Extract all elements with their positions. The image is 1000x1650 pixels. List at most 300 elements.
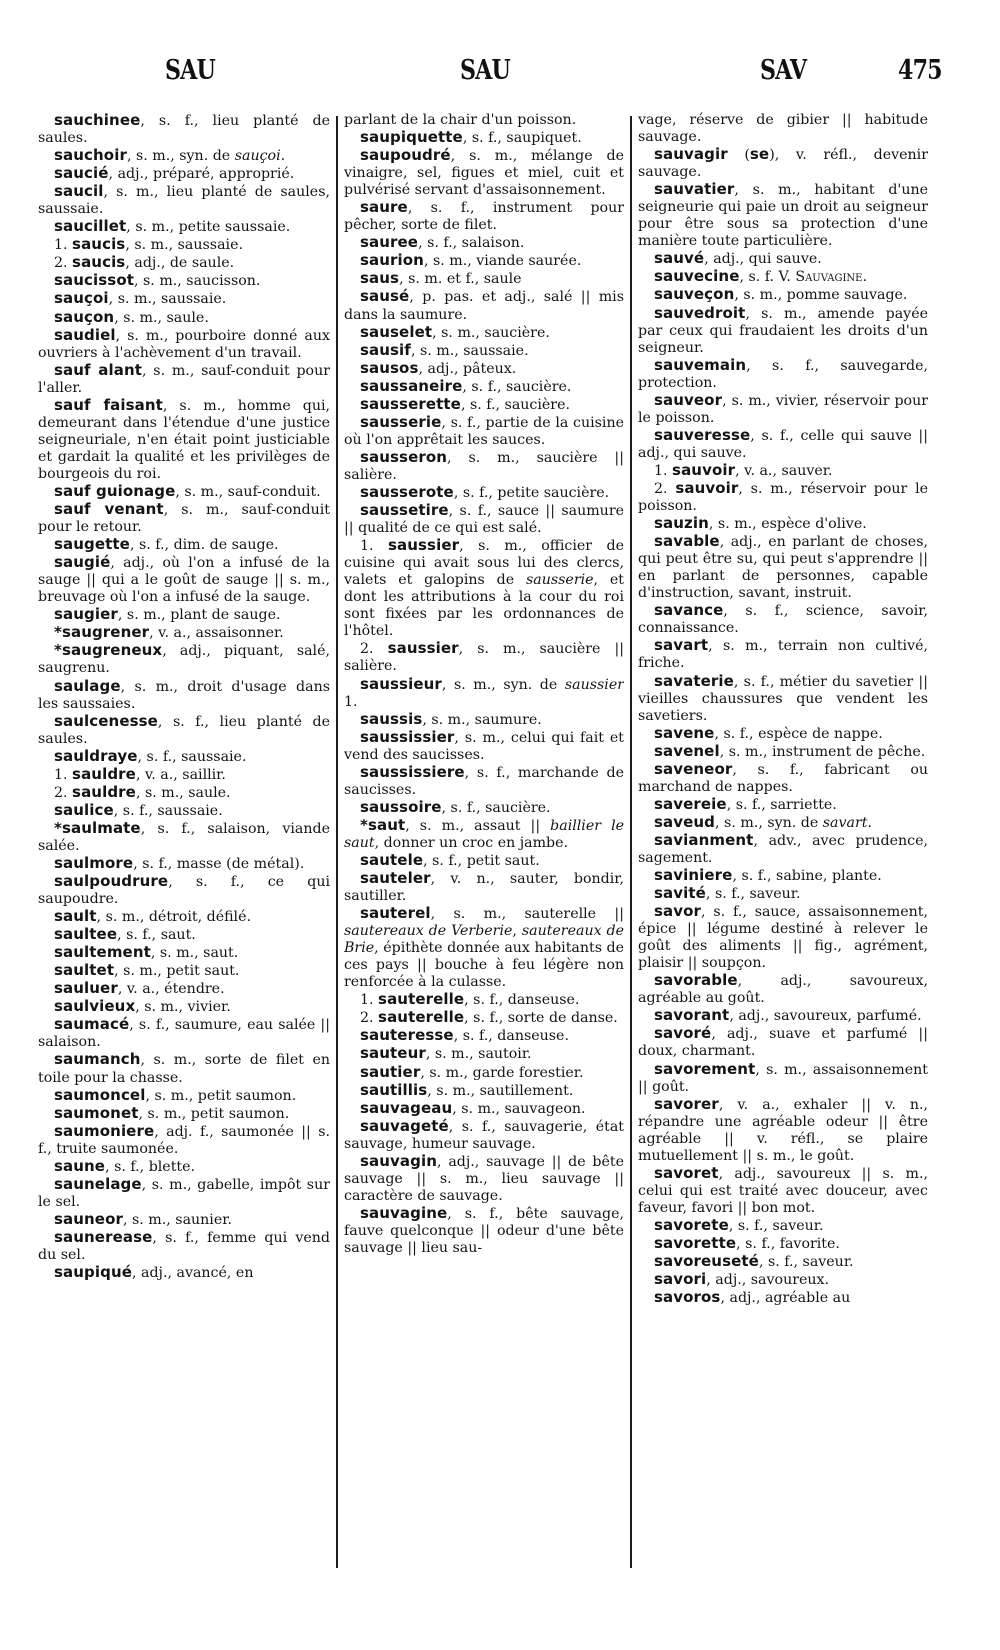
italic-text: baillier le saut xyxy=(344,817,624,851)
definition-text: , adj., en parlant de choses, qui peut être su, qui peut s'apprendre || en parlant de personnes, capable d'instruction, savant, instruit. xyxy=(638,534,928,602)
headword: sausserote xyxy=(360,482,454,501)
dictionary-entry xyxy=(638,533,928,602)
dictionary-entry xyxy=(38,855,330,873)
dictionary-entry xyxy=(38,501,330,536)
headword: sauteler xyxy=(360,869,431,888)
definition-text: , s. f., celle qui sauve || adj., qui sauve. xyxy=(638,427,928,461)
headword: saveneor xyxy=(654,759,733,778)
dictionary-entry xyxy=(638,761,928,796)
definition-text: , s. m., sauf-conduit pour l'aller. xyxy=(38,362,330,396)
homonym-number: 1. xyxy=(54,237,73,254)
headword: saulice xyxy=(54,800,114,819)
homonym-number: 1. xyxy=(360,992,379,1009)
headword: sauvé xyxy=(654,249,705,268)
headword: saumacé xyxy=(54,1015,130,1034)
definition-text: , adj., sauvage || de bête sauvage || s. m., lieu sauvage || caractère de sauvage. xyxy=(344,1153,624,1204)
headword: sautillis xyxy=(360,1080,428,1099)
definition-text: , s. m., petit saumon. xyxy=(138,1105,290,1122)
definition-text: , et dont les attributions à la cour du roi sont fixées par les ordonnances de l'hôtel. xyxy=(344,572,624,640)
dictionary-entry xyxy=(38,272,330,290)
definition-text: , adj., de saule. xyxy=(125,255,235,272)
headword: saumonet xyxy=(54,1103,139,1122)
dictionary-entry xyxy=(638,796,928,814)
headword: saumoniere xyxy=(54,1121,155,1140)
headword: savance xyxy=(654,601,724,620)
dictionary-entry xyxy=(638,743,928,761)
headword: saussier xyxy=(388,536,460,555)
headword: savereie xyxy=(654,794,727,813)
headword: sauterel xyxy=(360,904,431,923)
definition-text: , adj., avancé, en xyxy=(132,1265,254,1282)
column-3 xyxy=(638,112,928,1572)
dictionary-entry xyxy=(38,998,330,1016)
dictionary-entry xyxy=(38,309,330,327)
homonym-number: 2. xyxy=(54,784,73,801)
definition-text: , s. m., sauf-conduit pour le retour. xyxy=(38,502,330,536)
definition-text: , s. m., viande saurée. xyxy=(423,253,582,270)
headword: saucil xyxy=(54,182,104,201)
headword: savorette xyxy=(654,1234,737,1252)
headword: sautier xyxy=(360,1062,421,1081)
definition-text: , v. a., sauver. xyxy=(735,462,833,479)
headword: saudiel xyxy=(54,325,116,344)
definition-text: , s. f., saussaie. xyxy=(137,748,247,765)
dictionary-entry xyxy=(638,480,928,515)
definition-text: , s. m., amende payée par ceux qui fraudaient les droits d'un seigneur. xyxy=(638,305,928,356)
headword: sauldraye xyxy=(54,746,138,765)
definition-text: , adj., savoureux, agréable au goût. xyxy=(638,973,928,1007)
headword: sauree xyxy=(360,233,419,252)
definition-text: , s. f., espèce de nappe. xyxy=(714,725,883,742)
definition-text: ( xyxy=(727,147,750,164)
dictionary-entry xyxy=(38,980,330,998)
definition-text: , s. m., syn. de xyxy=(715,814,823,831)
dictionary-entry xyxy=(38,1123,330,1158)
dictionary-entry xyxy=(344,342,624,360)
dictionary-entry xyxy=(638,832,928,867)
definition-text: . xyxy=(867,814,872,831)
definition-text: , s. f., bête sauvage, fauve quelconque || odeur d'une bête sauvage || lieu sau- xyxy=(344,1205,624,1256)
dictionary-entry xyxy=(38,554,330,606)
running-head xyxy=(0,55,1000,95)
dictionary-entry xyxy=(638,250,928,268)
definition-text: , s. f., sauvegarde, protection. xyxy=(638,357,928,391)
dictionary-entry xyxy=(344,799,624,817)
dictionary-entry xyxy=(344,360,624,378)
homonym-number: 1. xyxy=(54,766,73,783)
definition-text: , adj., agréable au xyxy=(720,1290,851,1307)
definition-text: , s. m., saussaie. xyxy=(410,342,529,359)
headword: sausos xyxy=(360,358,419,377)
headword: sauterelle xyxy=(378,1008,465,1027)
headword: saussissier xyxy=(360,727,455,746)
dictionary-entry xyxy=(38,327,330,362)
definition-text: , s. m., sautillement. xyxy=(427,1082,574,1099)
headword: sauselet xyxy=(360,322,433,341)
dictionary-entry xyxy=(38,962,330,980)
headword: sauvoir xyxy=(672,460,736,479)
definition-text: , xyxy=(512,923,522,940)
dictionary-entry xyxy=(638,1165,928,1217)
headword: sauchinee xyxy=(54,112,141,129)
headword: sauvoir xyxy=(675,478,739,497)
headword: saveud xyxy=(654,812,716,831)
headword: saultet xyxy=(54,961,115,980)
dictionary-entry xyxy=(38,908,330,926)
running-head-left: SAU xyxy=(165,55,216,86)
definition-text: , s. f., saucière. xyxy=(460,396,570,413)
definition-text: , s. f., dim. de sauge. xyxy=(129,537,279,554)
headword: saussier xyxy=(387,639,459,658)
dictionary-entry xyxy=(344,147,624,199)
dictionary-entry xyxy=(38,678,330,713)
dictionary-entry xyxy=(638,602,928,637)
headword: saultee xyxy=(54,925,118,944)
definition-text: , p. pas. et adj., salé || mis dans la saumure. xyxy=(344,289,624,323)
dictionary-entry xyxy=(344,270,624,288)
definition-text: , s. m., saussaie. xyxy=(125,237,243,254)
definition-text: , adj., savoureux, parfumé. xyxy=(729,1008,922,1025)
dictionary-entry xyxy=(38,183,330,218)
dictionary-entry xyxy=(38,1211,330,1229)
definition-text: , s. f., saveur. xyxy=(758,1254,854,1271)
definition-text: , s. m., terrain non cultivé, friche. xyxy=(638,638,928,672)
definition-text: , s. f., saucière. xyxy=(462,378,572,395)
definition-text: . xyxy=(280,148,286,165)
dictionary-entry xyxy=(38,606,330,624)
definition-text: , adj., savoureux. xyxy=(706,1272,830,1289)
dictionary-entry xyxy=(344,1027,624,1045)
homonym-number: 2. xyxy=(360,1010,379,1027)
dictionary-entry xyxy=(638,1096,928,1165)
dictionary-entry xyxy=(38,254,330,272)
headword: sauchoir xyxy=(54,146,127,165)
headword: savoros xyxy=(654,1288,721,1307)
definition-text: , s. m., petit saumon. xyxy=(145,1087,297,1104)
dictionary-entry xyxy=(344,852,624,870)
dictionary-entry xyxy=(638,867,928,885)
headword: savorer xyxy=(654,1094,719,1113)
dictionary-entry xyxy=(344,1205,624,1257)
definition-text: , s. m., saut. xyxy=(150,945,239,962)
definition-text: , s. f., science, savoir, connaissance. xyxy=(638,603,928,637)
definition-text: , adj., suave et parfumé || doux, charmant. xyxy=(638,1026,928,1060)
dictionary-entry xyxy=(344,252,624,270)
dictionary-entry xyxy=(38,397,330,483)
cross-reference: Sauvagine xyxy=(795,269,863,286)
definition-text: ), v. réfl., devenir sauvage. xyxy=(638,147,928,181)
dictionary-entry xyxy=(344,676,624,711)
definition-text: , s. m., sauvageon. xyxy=(452,1100,586,1117)
definition-text: , s. f., saupiquet. xyxy=(462,130,582,147)
headword: sausserette xyxy=(360,394,461,413)
dictionary-entry xyxy=(638,814,928,832)
headword: saunerease xyxy=(54,1227,153,1246)
dictionary-entry xyxy=(638,885,928,903)
definition-text: , s. m., syn. de xyxy=(441,676,565,693)
running-head-center: SAU xyxy=(460,55,511,86)
definition-text: , s. m., petite saussaie. xyxy=(126,219,291,236)
definition-text: , s. f., marchande de saucisses. xyxy=(344,764,624,798)
definition-text: , s. m., saule. xyxy=(135,784,231,801)
headword: sauneor xyxy=(54,1209,123,1228)
dictionary-entry xyxy=(38,802,330,820)
headword: savoré xyxy=(654,1024,712,1043)
headword: sausseron xyxy=(360,447,448,466)
dictionary-entry xyxy=(38,290,330,308)
definition-text: , s. f., sauce || saumure || qualité de ce qui est salé. xyxy=(344,503,624,537)
headword: savianment xyxy=(654,830,754,849)
definition-text: , s. f., sorte de danse. xyxy=(464,1010,618,1027)
definition-text: , s. f., salaison, viande salée. xyxy=(38,820,330,854)
dictionary-entry xyxy=(638,181,928,250)
dictionary-entry xyxy=(638,1271,928,1289)
definition-text: , s. f., blette. xyxy=(105,1158,196,1175)
dictionary-entry xyxy=(344,449,624,484)
definition-text: , s. m., petit saut. xyxy=(114,963,240,980)
definition-text: , s. m., mélange de vinaigre, sel, figues et miel, cuit et pulvérisé servant d'assaisonnement. xyxy=(344,148,624,199)
dictionary-entry xyxy=(38,536,330,554)
dictionary-entry xyxy=(38,748,330,766)
dictionary-entry xyxy=(638,725,928,743)
headword: saucis xyxy=(72,235,126,254)
headword: sausserie xyxy=(360,412,442,431)
definition-text: , s. m., homme qui, demeurant dans l'étendue d'une justice seigneuriale, n'en était point justiciable et gardait la qualité et les privilèges de bourgeois du roi. xyxy=(38,397,330,482)
headword: se xyxy=(749,145,770,164)
headword: saucié xyxy=(54,164,109,183)
headword: saviniere xyxy=(654,866,733,885)
column-1 xyxy=(38,112,330,1572)
definition-text: , s. m. et f., saule xyxy=(399,271,522,288)
headword: saulcenesse xyxy=(54,711,158,730)
dictionary-entry xyxy=(38,624,330,642)
definition-text: , s. m., espèce d'olive. xyxy=(708,516,867,533)
headword: sauçoi xyxy=(54,289,109,308)
headword: saussaneire xyxy=(360,376,463,395)
definition-text: , adj., préparé, approprié. xyxy=(108,166,295,183)
headword: saussieur xyxy=(360,674,442,693)
headword: *saugreneux xyxy=(54,641,163,660)
headword: saune xyxy=(54,1156,106,1175)
definition-text: , s. f., danseuse. xyxy=(464,992,580,1009)
definition-text: , s. f., saucière. xyxy=(441,799,551,816)
definition-text: , s. f., saveur. xyxy=(728,1217,824,1234)
definition-text: , s. m., saumure. xyxy=(422,711,542,728)
headword: saupiquette xyxy=(360,128,463,147)
dictionary-entry xyxy=(638,268,928,286)
column-2 xyxy=(344,112,624,1572)
definition-text: , s. f., saut. xyxy=(117,927,196,944)
definition-text: , s. m., droit d'usage dans les saussaies. xyxy=(38,678,330,712)
definition-text: , adj., où l'on a infusé de la sauge || qui a le goût de sauge || s. m., breuvage où l'on a infusé de la sauge. xyxy=(38,555,330,606)
dictionary-entry xyxy=(344,640,624,675)
headword: savorable xyxy=(654,971,738,990)
homonym-number: 1. xyxy=(654,462,673,479)
headword: sausif xyxy=(360,340,411,359)
headword: sauteresse xyxy=(360,1026,454,1045)
dictionary-entry xyxy=(344,1082,624,1100)
definition-text: , s. f., métier du savetier || vieilles chaussures que vendent les savetiers. xyxy=(638,673,928,724)
dictionary-entry xyxy=(344,905,624,991)
headword: saumoncel xyxy=(54,1085,146,1104)
headword: saurion xyxy=(360,251,424,270)
entry-continuation xyxy=(638,112,928,146)
headword: saussis xyxy=(360,709,423,728)
headword: saupoudré xyxy=(360,146,451,165)
headword: sauvecine xyxy=(654,267,740,286)
dictionary-entry xyxy=(344,817,624,852)
headword: sauldre xyxy=(72,764,136,783)
headword: saugié xyxy=(54,553,111,572)
italic-text: sausserie xyxy=(525,572,594,589)
definition-text: , s. m., sauf-conduit. xyxy=(175,483,321,500)
dictionary-entry xyxy=(38,1158,330,1176)
headword: savorant xyxy=(654,1006,730,1025)
definition-text: , s. f., instrument pour pêcher, sorte de filet. xyxy=(344,200,624,234)
headword: savor xyxy=(654,902,702,921)
dictionary-entry xyxy=(344,537,624,640)
dictionary-entry xyxy=(638,515,928,533)
headword: *saulmate xyxy=(54,818,141,837)
dictionary-entry xyxy=(38,873,330,908)
dictionary-entry xyxy=(38,1105,330,1123)
dictionary-entry xyxy=(638,1289,928,1307)
headword: savene xyxy=(654,723,715,742)
headword: saussissiere xyxy=(360,762,465,781)
dictionary-entry xyxy=(638,637,928,672)
definition-text: , s. f., masse (de métal). xyxy=(133,855,305,872)
definition-text: , s. f., salaison. xyxy=(418,235,525,252)
definition-text: , v. a., étendre. xyxy=(117,981,225,998)
dictionary-entry xyxy=(38,713,330,748)
headword: sauzin xyxy=(654,514,709,533)
headword: sauteur xyxy=(360,1044,426,1063)
definition-text: , s. m., sauterelle || xyxy=(430,906,624,923)
definition-text: , adj., qui sauve. xyxy=(704,251,822,268)
definition-text: 1. xyxy=(344,693,358,710)
definition-text: , adv., avec prudence, sagement. xyxy=(638,832,928,866)
dictionary-entry xyxy=(638,392,928,427)
homonym-number: 2. xyxy=(360,641,388,658)
headword: sauvedroit xyxy=(654,303,746,322)
homonym-number: 2. xyxy=(54,255,73,272)
headword: saucissot xyxy=(54,271,134,290)
definition-text: , s. f., lieu planté de saules. xyxy=(38,113,330,147)
headword: sauveor xyxy=(654,390,723,409)
dictionary-entry xyxy=(638,1061,928,1096)
headword: savité xyxy=(654,884,706,903)
dictionary-columns xyxy=(38,112,948,1572)
headword: sauveresse xyxy=(654,425,751,444)
headword: saucis xyxy=(72,253,126,272)
homonym-number: 1. xyxy=(360,538,388,555)
definition-text: , s. f., sauce, assaisonnement, épice || légume destiné à relever le goût des aliments || fig., agrément, plaisir || soupçon. xyxy=(638,904,928,972)
column-rule-2 xyxy=(630,116,632,1568)
dictionary-entry xyxy=(38,1016,330,1051)
definition-text: , s. m., saucière. xyxy=(432,324,550,341)
headword: sauvemain xyxy=(654,355,747,374)
dictionary-entry xyxy=(344,484,624,502)
dictionary-entry xyxy=(344,396,624,414)
headword: sauveçon xyxy=(654,285,735,304)
dictionary-entry xyxy=(638,146,928,181)
page-number: 475 xyxy=(898,55,942,86)
definition-text: , s. m., habitant d'une seigneurie qui paie un droit au seigneur pour être sous sa protection d'une manière toute particulière. xyxy=(638,182,928,250)
definition-text: , s. f., saumure, eau salée || salaison. xyxy=(38,1017,330,1051)
definition-text: , s. f. V. xyxy=(739,269,796,286)
dictionary-entry xyxy=(38,1051,330,1086)
dictionary-entry xyxy=(344,764,624,799)
dictionary-entry xyxy=(638,1217,928,1235)
dictionary-entry xyxy=(38,1176,330,1211)
definition-text: , s. f., petit saut. xyxy=(423,852,540,869)
definition-text: , s. m., saule. xyxy=(114,309,209,326)
dictionary-entry xyxy=(344,502,624,537)
dictionary-entry xyxy=(344,1118,624,1153)
running-head-right: SAV xyxy=(760,55,807,86)
definition-text: , adj., savoureux || s. m., celui qui est traité avec douceur, avec faveur, favori || bon mot. xyxy=(638,1165,928,1216)
dictionary-entry xyxy=(344,1153,624,1205)
italic-text: saussier xyxy=(564,676,624,693)
column-rule-1 xyxy=(336,116,338,1568)
entry-continuation xyxy=(344,112,624,129)
headword: sausé xyxy=(360,287,410,306)
headword: saussoire xyxy=(360,797,442,816)
definition-text: vage, réserve de gibier || habitude sauvage. xyxy=(638,112,928,146)
definition-text: , s. m., celui qui fait et vend des saucisses. xyxy=(344,729,624,763)
definition-text: , adj., pâteux. xyxy=(418,360,517,377)
headword: sauf alant xyxy=(54,360,142,379)
italic-text: sauçoi xyxy=(234,148,281,165)
headword: savoret xyxy=(654,1163,719,1182)
headword: sauçon xyxy=(54,307,115,326)
definition-text: , s. m., saucière || salière. xyxy=(344,449,624,483)
dictionary-entry xyxy=(344,378,624,396)
definition-text: , s. f., favorite. xyxy=(736,1236,840,1252)
dictionary-entry xyxy=(38,1264,330,1282)
dictionary-entry xyxy=(638,1235,928,1253)
dictionary-entry xyxy=(638,427,928,462)
headword: savaterie xyxy=(654,671,734,690)
headword: saucillet xyxy=(54,217,127,236)
definition-text: , s. f., danseuse. xyxy=(453,1028,569,1045)
definition-text: , s. m., saunier. xyxy=(122,1211,232,1228)
dictionary-entry xyxy=(638,1025,928,1060)
dictionary-entry xyxy=(38,165,330,183)
dictionary-entry xyxy=(638,305,928,357)
definition-text: , s. f., saussaie. xyxy=(113,802,223,819)
dictionary-entry xyxy=(344,711,624,729)
dictionary-entry xyxy=(344,1100,624,1118)
dictionary-entry xyxy=(638,1007,928,1025)
headword: saugette xyxy=(54,535,130,554)
dictionary-entry xyxy=(638,972,928,1007)
definition-text: , s. f., ce qui saupoudre. xyxy=(38,874,330,908)
definition-text: , v. a., assaisonner. xyxy=(149,625,284,642)
headword: sauf faisant xyxy=(54,395,163,414)
definition-text: , s. m., pourboire donné aux ouvriers à l'achèvement d'un travail. xyxy=(38,327,330,361)
headword: sault xyxy=(54,907,97,926)
headword: sauterelle xyxy=(378,990,465,1009)
definition-text: , adj., piquant, salé, saugrenu. xyxy=(38,643,330,677)
headword: savable xyxy=(654,532,720,551)
headword: savorement xyxy=(654,1059,756,1078)
definition-text: , s. f., sabine, plante. xyxy=(732,868,882,885)
headword: savori xyxy=(654,1270,707,1289)
dictionary-entry xyxy=(344,324,624,342)
dictionary-entry xyxy=(344,234,624,252)
headword: sauldre xyxy=(72,782,136,801)
